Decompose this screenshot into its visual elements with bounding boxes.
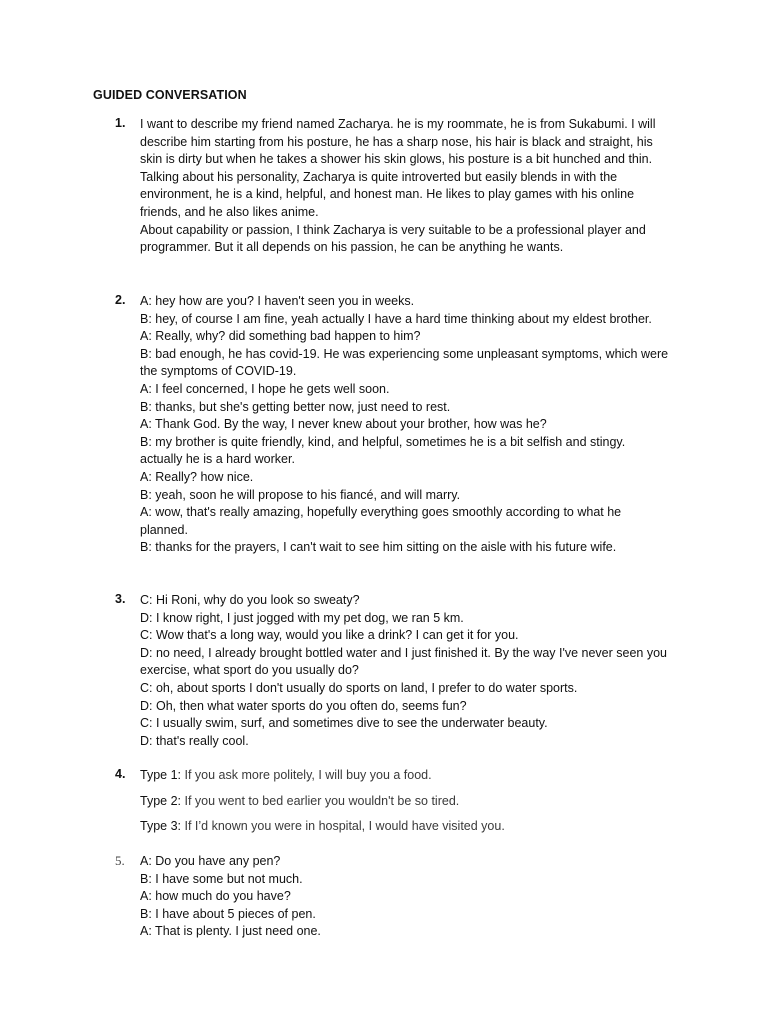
dialogue-line: B: hey, of course I am fine, yeah actually I have a hard time thinking about my eldest brother.	[140, 311, 652, 326]
dialogue-line: D: I know right, I just jogged with my pet dog, we ran 5 km.	[140, 610, 464, 625]
item-body	[140, 293, 675, 557]
dialogue-line: D: that's really cool.	[140, 733, 249, 748]
dialogue-line: A: Thank God. By the way, I never knew about your brother, how was he?	[140, 417, 547, 432]
dialogue-line: B: bad enough, he has covid-19. He was experiencing some unpleasant symptoms, which were the symptoms of COVID-19.	[140, 346, 669, 379]
dialogue-line: D: Oh, then what water sports do you often do, seems fun?	[140, 698, 467, 713]
type-sentence: If you went to bed earlier you wouldn't be so tired.	[184, 793, 460, 808]
type-label: Type 3:	[140, 819, 181, 834]
type-sentence: If I’d known you were in hospital, I would have visited you.	[184, 819, 505, 834]
item-number: 1.	[115, 116, 126, 130]
conditional-type-1	[140, 767, 675, 785]
dialogue-line: B: my brother is quite friendly, kind, and helpful, sometimes he is a bit selfish and stingy. actually he is a hard worker.	[140, 434, 626, 467]
dialogue-line: A: Do you have any pen?	[140, 854, 281, 868]
dialogue-line: A: hey how are you? I haven't seen you in weeks.	[140, 294, 415, 308]
dialogue-line: C: oh, about sports I don't usually do sports on land, I prefer to do water sports.	[140, 680, 578, 695]
dialogue-line: C: Hi Roni, why do you look so sweaty?	[140, 593, 360, 607]
dialogue-line: A: I feel concerned, I hope he gets well soon.	[140, 381, 390, 396]
item-number: 4.	[115, 767, 126, 781]
list-item-3	[115, 592, 675, 750]
item-body	[140, 592, 675, 750]
dialogue-line: A: how much do you have?	[140, 889, 291, 904]
dialogue-line: D: no need, I already brought bottled water and I just finished it. By the way I've never seen you exercise, what sport do you usually do?	[140, 645, 668, 678]
dialogue-line: B: thanks, but she's getting better now, just need to rest.	[140, 399, 451, 414]
type-label: Type 1:	[140, 768, 181, 782]
paragraph: I want to describe my friend named Zacharya. he is my roommate, he is from Sukabumi. I will describe him starting from his posture, he has a sharp nose, his hair is black and straight, his skin is dirty but when he takes a shower his skin glows, his posture is a bit hunched and thin.	[140, 117, 656, 167]
dialogue-line: A: That is plenty. I just need one.	[140, 924, 321, 939]
item-number: 3.	[115, 592, 126, 606]
dialogue-line: B: thanks for the prayers, I can't wait to see him sitting on the aisle with his future wife.	[140, 540, 617, 555]
conditional-type-3	[140, 818, 675, 836]
list-item-5	[115, 853, 675, 941]
list-item-1	[115, 116, 675, 257]
dialogue-line: B: I have about 5 pieces of pen.	[140, 906, 316, 921]
dialogue-line: A: Really, why? did something bad happen to him?	[140, 329, 421, 344]
paragraph: About capability or passion, I think Zacharya is very suitable to be a professional player and programmer. But it all depends on his passion, he can be anything he wants.	[140, 222, 646, 255]
item-body	[140, 853, 675, 941]
list-item-2	[115, 293, 675, 557]
dialogue-line: B: I have some but not much.	[140, 871, 303, 886]
type-sentence: If you ask more politely, I will buy you a food.	[184, 768, 432, 782]
conditional-type-2	[140, 793, 675, 811]
document-title: GUIDED CONVERSATION	[93, 88, 247, 102]
dialogue-line: C: I usually swim, surf, and sometimes dive to see the underwater beauty.	[140, 716, 548, 731]
dialogue-line: B: yeah, soon he will propose to his fiancé, and will marry.	[140, 487, 461, 502]
dialogue-line: A: wow, that's really amazing, hopefully everything goes smoothly according to what he planned.	[140, 505, 622, 537]
paragraph: Talking about his personality, Zacharya is quite introverted but easily blends in with the environment, he is a kind, helpful, and honest man. He likes to play games with his online friends, and he also likes anime.	[140, 169, 635, 219]
item-number: 5.	[115, 853, 125, 868]
item-body	[140, 767, 675, 836]
dialogue-line: A: Really? how nice.	[140, 469, 254, 484]
list-item-4	[115, 767, 675, 844]
type-label: Type 2:	[140, 793, 181, 808]
item-number: 2.	[115, 293, 126, 307]
dialogue-line: C: Wow that's a long way, would you like a drink? I can get it for you.	[140, 628, 519, 643]
item-body	[140, 116, 675, 257]
